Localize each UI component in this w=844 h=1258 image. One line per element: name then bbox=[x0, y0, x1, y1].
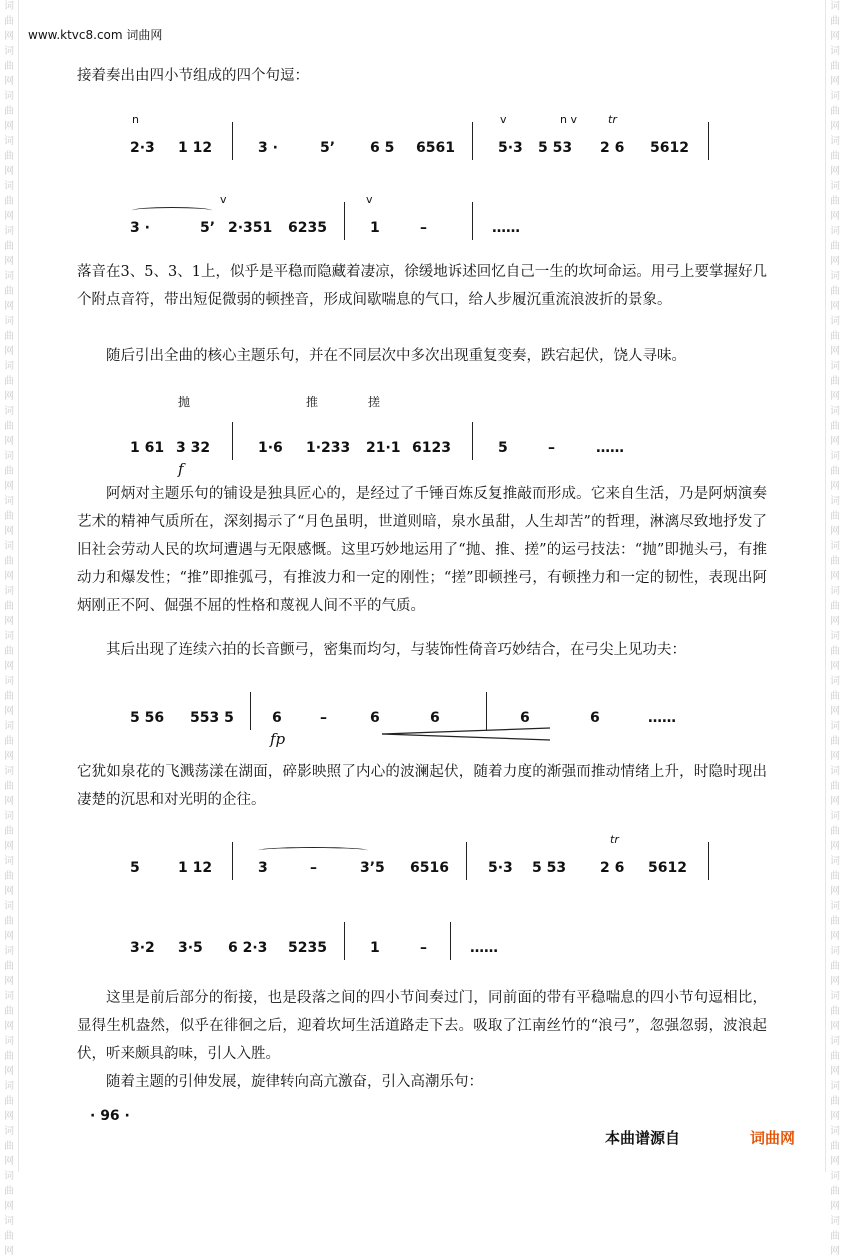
watermark-glyph: 网 bbox=[830, 751, 840, 762]
watermark-glyph: 曲 bbox=[4, 106, 14, 117]
trill-mark: tr bbox=[610, 833, 619, 846]
watermark-glyph: 曲 bbox=[830, 601, 840, 612]
note-group: 5·3 bbox=[498, 140, 523, 156]
paragraph-8: 随着主题的引伸发展，旋律转向高亢激奋，引入高潮乐句： bbox=[106, 1074, 483, 1090]
watermark-glyph: 词 bbox=[4, 1216, 14, 1227]
watermark-glyph: 曲 bbox=[830, 691, 840, 702]
note-group: 6 bbox=[272, 710, 282, 726]
watermark-glyph: 词 bbox=[4, 1171, 14, 1182]
watermark-glyph: 词 bbox=[830, 316, 840, 327]
note-group: 1 bbox=[370, 220, 380, 236]
watermark-glyph: 曲 bbox=[4, 916, 14, 927]
watermark-glyph: 曲 bbox=[4, 646, 14, 657]
watermark-glyph: 曲 bbox=[830, 1186, 840, 1197]
technique-label: 抛 bbox=[178, 395, 191, 409]
watermark-glyph: 网 bbox=[830, 886, 840, 897]
watermark-glyph: 词 bbox=[830, 406, 840, 417]
watermark-glyph: 网 bbox=[830, 526, 840, 537]
watermark-glyph: 词 bbox=[4, 856, 14, 867]
dash: – bbox=[420, 940, 427, 956]
note-group: 2·3 bbox=[130, 140, 155, 156]
bow-mark: n v bbox=[560, 113, 577, 126]
note-group: 6 bbox=[370, 710, 380, 726]
watermark-glyph: 词 bbox=[4, 91, 14, 102]
watermark-glyph: 词 bbox=[4, 721, 14, 732]
watermark-glyph: 曲 bbox=[4, 286, 14, 297]
note-group: 2 6 bbox=[600, 860, 625, 876]
watermark-glyph: 曲 bbox=[4, 781, 14, 792]
continuation-dots: …… bbox=[648, 710, 676, 726]
watermark-glyph: 曲 bbox=[830, 376, 840, 387]
watermark-glyph: 曲 bbox=[830, 466, 840, 477]
paragraph-5: 其后出现了连续六拍的长音颤弓，密集而均匀，与装饰性倚音巧妙结合，在弓尖上见功夫： bbox=[106, 642, 686, 658]
bow-mark: v bbox=[220, 193, 227, 206]
paragraph-7: 这里是前后部分的衔接，也是段落之间的四小节间奏过门，同前面的带有平稳喘息的四小节句逗相比，显得生机盎然，似乎在徘徊之后，迎着坎坷生活道路走下去。吸取了江南丝竹的“浪弓”，忽强忽弱，波浪起伏，听来颇具韵味，引人入胜。 bbox=[77, 990, 767, 1062]
watermark-glyph: 曲 bbox=[4, 691, 14, 702]
watermark-glyph: 网 bbox=[830, 1021, 840, 1032]
watermark-glyph: 网 bbox=[4, 31, 14, 42]
note-group: 6123 bbox=[412, 440, 451, 456]
site-header[interactable]: www.ktvc8.com 词曲网 bbox=[28, 28, 163, 42]
watermark-glyph: 网 bbox=[4, 976, 14, 987]
dash: – bbox=[310, 860, 317, 876]
continuation-dots: …… bbox=[492, 220, 520, 236]
watermark-glyph: 网 bbox=[830, 571, 840, 582]
note-group: 5 bbox=[498, 440, 508, 456]
bar-line bbox=[486, 692, 487, 730]
watermark-glyph: 词 bbox=[830, 811, 840, 822]
note-group: 3·2 bbox=[130, 940, 155, 956]
right-watermark-strip bbox=[825, 0, 844, 1257]
watermark-glyph: 词 bbox=[830, 181, 840, 192]
dynamic-mark: fp bbox=[270, 730, 286, 748]
bar-line bbox=[708, 122, 709, 160]
watermark-glyph: 网 bbox=[830, 346, 840, 357]
watermark-glyph: 词 bbox=[830, 1036, 840, 1047]
watermark-glyph: 网 bbox=[4, 526, 14, 537]
note-group: 6 5 bbox=[370, 140, 395, 156]
note-group: 5 56 bbox=[130, 710, 165, 726]
watermark-glyph: 词 bbox=[830, 541, 840, 552]
watermark-glyph: 词 bbox=[4, 271, 14, 282]
score3 bbox=[120, 660, 740, 748]
watermark-glyph: 曲 bbox=[4, 331, 14, 342]
bow-mark: n bbox=[132, 113, 139, 126]
score4-line2 bbox=[120, 890, 740, 970]
watermark-glyph: 词 bbox=[830, 856, 840, 867]
watermark-glyph: 网 bbox=[830, 706, 840, 717]
watermark-glyph: 网 bbox=[4, 436, 14, 447]
note-group: 2·351 bbox=[228, 220, 273, 236]
watermark-glyph: 网 bbox=[4, 76, 14, 87]
watermark-glyph: 词 bbox=[4, 946, 14, 957]
watermark-glyph: 词 bbox=[4, 316, 14, 327]
note-group: 6 2·3 bbox=[228, 940, 268, 956]
watermark-glyph: 曲 bbox=[4, 556, 14, 567]
dash: – bbox=[548, 440, 555, 456]
dash: – bbox=[420, 220, 427, 236]
watermark-glyph: 网 bbox=[830, 661, 840, 672]
watermark-glyph: 网 bbox=[830, 1156, 840, 1167]
note-group: 21·1 bbox=[366, 440, 401, 456]
watermark-glyph: 曲 bbox=[830, 871, 840, 882]
note-group: 3·5 bbox=[178, 940, 203, 956]
note-group: 6235 bbox=[288, 220, 327, 236]
watermark-glyph: 词 bbox=[4, 1081, 14, 1092]
watermark-glyph: 网 bbox=[4, 796, 14, 807]
bar-line bbox=[232, 122, 233, 160]
watermark-glyph: 词 bbox=[830, 676, 840, 687]
note-group: 1·233 bbox=[306, 440, 351, 456]
watermark-glyph: 曲 bbox=[4, 1051, 14, 1062]
watermark-glyph: 网 bbox=[830, 121, 840, 132]
paragraph-3: 随后引出全曲的核心主题乐句，并在不同层次中多次出现重复变奏，跌宕起伏，饶人寻味。 bbox=[106, 348, 686, 364]
watermark-glyph: 词 bbox=[830, 991, 840, 1002]
paragraph-2: 落音在3、5、3、1上，似乎是平稳而隐藏着凄凉，徐缓地诉述回忆自己一生的坎坷命运。用弓上要掌握好几个附点音符，带出短促微弱的顿挫音，形成间歇喘息的气口，给人步履沉重流浪波折的景象。 bbox=[77, 264, 767, 308]
score1-line2 bbox=[120, 170, 740, 250]
watermark-glyph: 网 bbox=[830, 1066, 840, 1077]
watermark-glyph: 曲 bbox=[830, 1096, 840, 1107]
watermark-glyph: 网 bbox=[4, 571, 14, 582]
watermark-glyph: 曲 bbox=[4, 61, 14, 72]
watermark-glyph: 词 bbox=[4, 541, 14, 552]
watermark-glyph: 词 bbox=[4, 991, 14, 1002]
watermark-glyph: 曲 bbox=[4, 871, 14, 882]
watermark-glyph: 词 bbox=[830, 361, 840, 372]
watermark-glyph: 曲 bbox=[830, 511, 840, 522]
note-group: 5612 bbox=[648, 860, 687, 876]
watermark-glyph: 曲 bbox=[4, 1141, 14, 1152]
note-group: 1 bbox=[370, 940, 380, 956]
bow-mark: v bbox=[500, 113, 507, 126]
watermark-glyph: 词 bbox=[4, 811, 14, 822]
watermark-glyph: 曲 bbox=[830, 16, 840, 27]
note-group: 6 bbox=[430, 710, 440, 726]
watermark-glyph: 词 bbox=[4, 586, 14, 597]
note-group: 5612 bbox=[650, 140, 689, 156]
watermark-glyph: 词 bbox=[830, 1216, 840, 1227]
watermark-glyph: 网 bbox=[830, 841, 840, 852]
watermark-glyph: 词 bbox=[830, 586, 840, 597]
watermark-glyph: 网 bbox=[830, 436, 840, 447]
note-group: 3 · bbox=[130, 220, 150, 236]
bar-line bbox=[232, 422, 233, 460]
watermark-glyph: 网 bbox=[4, 121, 14, 132]
bar-line bbox=[472, 202, 473, 240]
note-group: 1·6 bbox=[258, 440, 283, 456]
watermark-glyph: 词 bbox=[4, 46, 14, 57]
watermark-glyph: 曲 bbox=[830, 961, 840, 972]
note-group: 3 32 bbox=[176, 440, 211, 456]
note-group: 6561 bbox=[416, 140, 455, 156]
watermark-glyph: 曲 bbox=[4, 1231, 14, 1242]
watermark-glyph: 曲 bbox=[830, 556, 840, 567]
watermark-glyph: 网 bbox=[4, 841, 14, 852]
note-group: 1 12 bbox=[178, 860, 213, 876]
paragraph-1: 接着奏出由四小节组成的四个句逗： bbox=[77, 68, 309, 84]
note-group: 5 bbox=[130, 860, 140, 876]
bar-line bbox=[344, 202, 345, 240]
note-group: 6 bbox=[520, 710, 530, 726]
paragraph-4: 阿炳对主题乐句的铺设是独具匠心的，是经过了千锤百炼反复推敲而形成。它来自生活，乃是阿炳演奏艺术的精神气质所在，深刻揭示了“月色虽明，世道则暗，泉水虽甜，人生却苦”的哲理，淋漓尽致地抒发了旧社会劳动人民的坎坷遭遇与无限感慨。这里巧妙地运用了“抛、推、搓”的运弓技法：“抛”即抛头弓，有推动力和爆发性；“推”即推弧弓，有推波力和一定的刚性；“搓”即顿挫弓，有顿挫力和一定的韧性，表现出阿炳刚正不阿、倔强不屈的性格和蔑视人间不平的气质。 bbox=[77, 486, 767, 614]
watermark-glyph: 词 bbox=[4, 406, 14, 417]
watermark-glyph: 词 bbox=[4, 496, 14, 507]
note-group: 1 61 bbox=[130, 440, 165, 456]
watermark-glyph: 词 bbox=[830, 631, 840, 642]
footer-brand-link[interactable]: 词曲网 bbox=[750, 1129, 796, 1147]
watermark-glyph: 词 bbox=[4, 226, 14, 237]
footer-source-label: 本曲谱源自 bbox=[605, 1129, 681, 1147]
watermark-glyph: 网 bbox=[4, 391, 14, 402]
watermark-glyph: 词 bbox=[4, 1126, 14, 1137]
watermark-glyph: 曲 bbox=[4, 421, 14, 432]
watermark-glyph: 曲 bbox=[4, 16, 14, 27]
bar-line bbox=[344, 922, 345, 960]
watermark-glyph: 曲 bbox=[4, 826, 14, 837]
watermark-glyph: 网 bbox=[4, 481, 14, 492]
watermark-glyph: 词 bbox=[830, 1, 840, 12]
watermark-glyph: 词 bbox=[830, 226, 840, 237]
watermark-glyph: 词 bbox=[4, 1, 14, 12]
watermark-glyph: 曲 bbox=[4, 151, 14, 162]
watermark-glyph: 曲 bbox=[830, 61, 840, 72]
dash: – bbox=[320, 710, 327, 726]
left-watermark-strip bbox=[0, 0, 19, 1257]
watermark-glyph: 曲 bbox=[830, 331, 840, 342]
note-group: 6516 bbox=[410, 860, 449, 876]
technique-label: 搓 bbox=[368, 395, 381, 409]
note-group: 5235 bbox=[288, 940, 327, 956]
watermark-glyph: 曲 bbox=[4, 196, 14, 207]
continuation-dots: …… bbox=[596, 440, 624, 456]
continuation-dots: …… bbox=[470, 940, 498, 956]
bar-line bbox=[472, 422, 473, 460]
watermark-glyph: 网 bbox=[830, 976, 840, 987]
score4-line1 bbox=[120, 810, 740, 890]
bar-line bbox=[450, 922, 451, 960]
watermark-glyph: 网 bbox=[4, 301, 14, 312]
note-group: 1 12 bbox=[178, 140, 213, 156]
note-group: 5 53 bbox=[532, 860, 567, 876]
watermark-glyph: 词 bbox=[830, 136, 840, 147]
watermark-glyph: 词 bbox=[4, 361, 14, 372]
watermark-glyph: 曲 bbox=[830, 781, 840, 792]
watermark-glyph: 网 bbox=[4, 1156, 14, 1167]
watermark-glyph: 曲 bbox=[4, 961, 14, 972]
watermark-glyph: 网 bbox=[4, 346, 14, 357]
watermark-glyph: 网 bbox=[4, 1021, 14, 1032]
note-group: 5’ bbox=[200, 220, 216, 236]
watermark-glyph: 曲 bbox=[830, 916, 840, 927]
watermark-glyph: 网 bbox=[830, 481, 840, 492]
score1-line1 bbox=[120, 90, 740, 170]
note-group: 553 5 bbox=[190, 710, 234, 726]
watermark-glyph: 词 bbox=[4, 676, 14, 687]
dynamic-mark: f bbox=[178, 460, 184, 478]
watermark-glyph: 网 bbox=[4, 166, 14, 177]
watermark-glyph: 曲 bbox=[830, 106, 840, 117]
watermark-glyph: 网 bbox=[4, 886, 14, 897]
watermark-glyph: 曲 bbox=[4, 511, 14, 522]
watermark-glyph: 曲 bbox=[830, 196, 840, 207]
note-group: 6 bbox=[590, 710, 600, 726]
watermark-glyph: 网 bbox=[4, 706, 14, 717]
trill-mark: tr bbox=[608, 113, 617, 126]
watermark-glyph: 网 bbox=[830, 796, 840, 807]
watermark-glyph: 曲 bbox=[830, 736, 840, 747]
watermark-glyph: 词 bbox=[4, 901, 14, 912]
watermark-glyph: 曲 bbox=[4, 1096, 14, 1107]
watermark-glyph: 词 bbox=[4, 136, 14, 147]
watermark-glyph: 网 bbox=[830, 256, 840, 267]
watermark-glyph: 网 bbox=[830, 76, 840, 87]
note-group: 3 bbox=[258, 860, 268, 876]
paragraph-6: 它犹如泉花的飞溅荡漾在湖面，碎影映照了内心的波澜起伏，随着力度的渐强而推动情绪上升，时隐时现出凄楚的沉思和对光明的企往。 bbox=[77, 764, 767, 808]
technique-label: 推 bbox=[306, 395, 319, 409]
watermark-glyph: 词 bbox=[830, 901, 840, 912]
watermark-glyph: 词 bbox=[830, 1081, 840, 1092]
watermark-glyph: 曲 bbox=[830, 1231, 840, 1242]
watermark-glyph: 网 bbox=[4, 616, 14, 627]
watermark-glyph: 词 bbox=[4, 451, 14, 462]
watermark-glyph: 词 bbox=[830, 766, 840, 777]
watermark-glyph: 曲 bbox=[4, 376, 14, 387]
bar-line bbox=[708, 842, 709, 880]
watermark-glyph: 曲 bbox=[4, 466, 14, 477]
watermark-glyph: 网 bbox=[830, 1111, 840, 1122]
watermark-glyph: 词 bbox=[4, 766, 14, 777]
watermark-glyph: 曲 bbox=[830, 1051, 840, 1062]
watermark-glyph: 词 bbox=[4, 1036, 14, 1047]
watermark-glyph: 网 bbox=[830, 211, 840, 222]
watermark-glyph: 网 bbox=[830, 616, 840, 627]
note-group: 3’5 bbox=[360, 860, 385, 876]
watermark-glyph: 网 bbox=[4, 256, 14, 267]
watermark-glyph: 曲 bbox=[4, 1006, 14, 1017]
watermark-glyph: 词 bbox=[830, 1126, 840, 1137]
bow-mark: v bbox=[366, 193, 373, 206]
watermark-glyph: 曲 bbox=[830, 241, 840, 252]
watermark-glyph: 曲 bbox=[830, 421, 840, 432]
score2 bbox=[120, 370, 740, 478]
watermark-glyph: 网 bbox=[830, 166, 840, 177]
watermark-glyph: 网 bbox=[830, 1246, 840, 1257]
watermark-glyph: 词 bbox=[4, 181, 14, 192]
watermark-glyph: 网 bbox=[830, 31, 840, 42]
note-group: 2 6 bbox=[600, 140, 625, 156]
crescendo-hairpin bbox=[382, 728, 552, 740]
bar-line bbox=[466, 842, 467, 880]
watermark-glyph: 网 bbox=[830, 931, 840, 942]
watermark-glyph: 曲 bbox=[4, 241, 14, 252]
bar-line bbox=[232, 842, 233, 880]
watermark-glyph: 曲 bbox=[4, 601, 14, 612]
bar-line bbox=[472, 122, 473, 160]
note-group: 5’ bbox=[320, 140, 336, 156]
watermark-glyph: 网 bbox=[830, 1201, 840, 1212]
watermark-glyph: 网 bbox=[4, 1201, 14, 1212]
watermark-glyph: 网 bbox=[4, 751, 14, 762]
watermark-glyph: 词 bbox=[830, 1171, 840, 1182]
watermark-glyph: 网 bbox=[4, 661, 14, 672]
note-group: 3 · bbox=[258, 140, 278, 156]
watermark-glyph: 曲 bbox=[4, 1186, 14, 1197]
watermark-glyph: 曲 bbox=[4, 736, 14, 747]
watermark-glyph: 网 bbox=[830, 391, 840, 402]
watermark-glyph: 曲 bbox=[830, 286, 840, 297]
watermark-glyph: 网 bbox=[830, 301, 840, 312]
watermark-glyph: 词 bbox=[830, 91, 840, 102]
watermark-glyph: 曲 bbox=[830, 1006, 840, 1017]
watermark-glyph: 曲 bbox=[830, 826, 840, 837]
watermark-glyph: 词 bbox=[830, 496, 840, 507]
watermark-glyph: 网 bbox=[4, 1111, 14, 1122]
watermark-glyph: 词 bbox=[830, 271, 840, 282]
bar-line bbox=[250, 692, 251, 730]
watermark-glyph: 词 bbox=[830, 451, 840, 462]
page-number: · 96 · bbox=[90, 1108, 130, 1124]
slur bbox=[132, 207, 212, 214]
note-group: 5 53 bbox=[538, 140, 573, 156]
watermark-glyph: 词 bbox=[830, 46, 840, 57]
watermark-glyph: 曲 bbox=[830, 1141, 840, 1152]
watermark-glyph: 词 bbox=[4, 631, 14, 642]
watermark-glyph: 曲 bbox=[830, 151, 840, 162]
watermark-glyph: 词 bbox=[830, 721, 840, 732]
watermark-glyph: 曲 bbox=[830, 646, 840, 657]
watermark-glyph: 网 bbox=[4, 931, 14, 942]
watermark-glyph: 网 bbox=[4, 1066, 14, 1077]
note-group: 5·3 bbox=[488, 860, 513, 876]
slur bbox=[258, 847, 368, 854]
watermark-glyph: 词 bbox=[830, 946, 840, 957]
watermark-glyph: 网 bbox=[4, 1246, 14, 1257]
watermark-glyph: 网 bbox=[4, 211, 14, 222]
